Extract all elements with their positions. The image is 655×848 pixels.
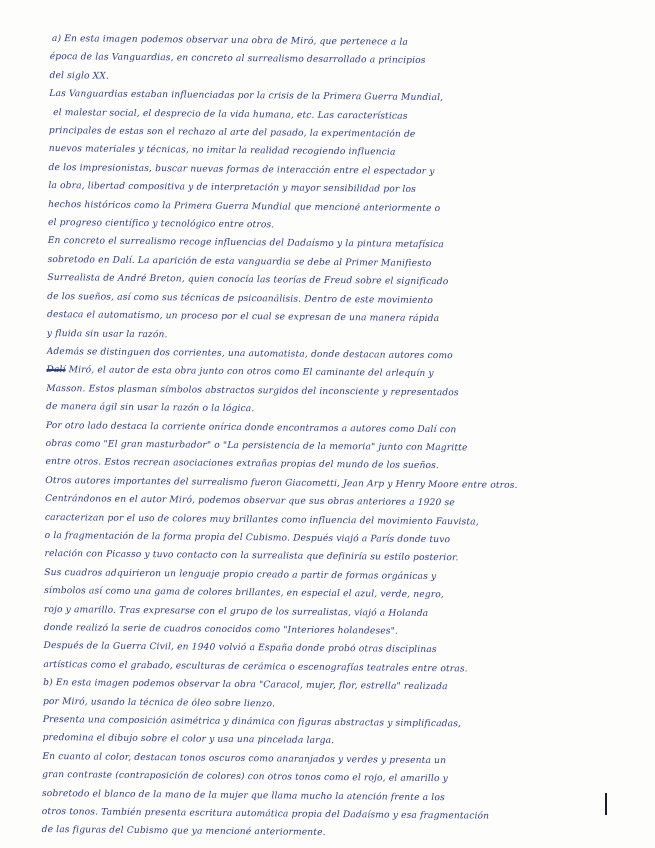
- text-line: de los sueños, así como sus técnicas de psicoanálisis. Dentro de este movimiento: [47, 291, 434, 306]
- text-line: otros tonos. También presenta escritura automática propia del Dadaísmo y esa fragmentación: [41, 807, 490, 822]
- text-line: entre otros. Estos recrean asociaciones extrañas propias del mundo de los sueños.: [45, 457, 440, 472]
- text-line: Surrealista de André Breton, quien conocía las teorías de Freud sobre el significado: [47, 273, 449, 288]
- text-line: hechos históricos como la Primera Guerra Mundial que mencioné anteriormente o: [48, 199, 441, 214]
- text-line: o la fragmentación de la forma propia del Cubismo. Después viajó a París donde tuvo: [44, 530, 451, 546]
- text-line: predomina el dibujo sobre el color y usa una pincelada larga.: [42, 733, 335, 747]
- text-line: Después de la Guerra Civil, en 1940 volvió a España donde probó otras disciplinas: [43, 641, 437, 656]
- text-line: artísticas como el grabado, esculturas de cerámica o escenografías teatrales entre otras.: [43, 659, 468, 675]
- text-line: Miró, el autor de esta obra junto con otros como El caminante del arlequín y: [68, 365, 434, 380]
- text-line: nuevos materiales y técnicas, no imitar la realidad recogiendo influencia: [48, 144, 396, 159]
- text-line: Masson. Estos plasman símbolos abstractos surgidos del inconsciente y representados: [46, 383, 459, 399]
- text-line: símbolos así como una gama de colores brillantes, en especial el azul, verde, negro,: [44, 586, 444, 601]
- text-line: caracterizan por el uso de colores muy brillantes como influencia del movimiento Fauvista,: [44, 512, 479, 528]
- text-line: sobretodo en Dalí. La aparición de esta vanguardia se debe al Primer Manifiesto: [47, 254, 432, 269]
- text-line: Presenta una composición asimétrica y dinámica con figuras abstractas y simplificadas,: [42, 714, 462, 730]
- text-line: Sus cuadros adquirieron un lenguaje propio creado a partir de formas orgánicas y: [44, 567, 437, 582]
- text-line: y fluida sin usar la razón.: [46, 328, 168, 340]
- text-line: por Miró, usando la técnica de óleo sobre lienzo.: [42, 696, 276, 710]
- text-line: En cuanto al color, destacan tonos oscuros como anaranjados y verdes y presenta un: [42, 751, 447, 767]
- text-line: del siglo XX.: [49, 70, 110, 82]
- text-line: Además se distinguen dos corrientes, una automatista, donde destacan autores como: [46, 346, 453, 362]
- handwritten-answer: [42, 30, 595, 846]
- text-line: destaca el automatismo, un proceso por el cual se expresan de una manera rápida: [46, 310, 440, 325]
- text-line: época de las Vanguardias, en concreto al surrealismo desarrollado a principios: [49, 52, 426, 67]
- text-line: Otros autores importantes del surrealismo fueron Giacometti, Jean Arp y Henry Moore entre otros.: [45, 475, 518, 491]
- text-line: relación con Picasso y tuvo contacto con la surrealista que definiría su estilo posterior.: [44, 549, 459, 564]
- text-line: a) En esta imagen podemos observar una obra de Miró, que pertenece a la: [51, 34, 409, 48]
- text-line: b) En esta imagen podemos observar la obra "Caracol, mujer, flor, estrella" realizada: [43, 678, 448, 693]
- text-line: de las figuras del Cubismo que ya mencioné anteriormente.: [41, 825, 326, 839]
- text-line: Centrándonos en el autor Miró, podemos observar que sus obras anteriores a 1920 se: [45, 494, 455, 509]
- text-line: Por otro lado destaca la corriente onírica donde encontramos a autores como Dalí con: [45, 420, 457, 435]
- text-line: Las Vanguardias estaban influenciadas por la crisis de la Primera Guerra Mundial,: [49, 89, 444, 104]
- text-line: el progreso científico y tecnológico entre otros.: [47, 218, 275, 231]
- text-line: gran contraste (contraposición de colores) con otros tonos como el rojo, el amarillo y: [42, 770, 448, 785]
- text-line: rojo y amarillo. Tras expresarse con el grupo de los surrealistas, viajó a Holanda: [43, 604, 429, 619]
- crossed-out-word: Dalí: [46, 365, 66, 376]
- text-line: obras como "El gran masturbador" o "La persistencia de la memoria" junto con Magritte: [45, 438, 468, 454]
- text-line: de los impresionistas, buscar nuevas formas de interacción entre el espectador y: [48, 162, 435, 177]
- text-line: En concreto el surrealismo recoge influencias del Dadaísmo y la pintura metafísica: [47, 236, 444, 251]
- text-line: donde realizó la serie de cuadros conocidos como "Interiores holandeses".: [43, 622, 399, 637]
- text-line: el malestar social, el desprecio de la vida humana, etc. Las características: [53, 107, 408, 122]
- text-line: principales de estas son el rechazo al arte del pasado, la experimentación de: [48, 126, 416, 140]
- text-line: sobretodo el blanco de la mano de la mujer que llama mucho la atención frente a los: [41, 788, 445, 803]
- text-line: de manera ágil sin usar la razón o la lógica.: [45, 402, 255, 415]
- margin-pen-mark: [605, 793, 607, 815]
- text-line: la obra, libertad compositiva y de interpretación y mayor sensibilidad por los: [48, 181, 417, 196]
